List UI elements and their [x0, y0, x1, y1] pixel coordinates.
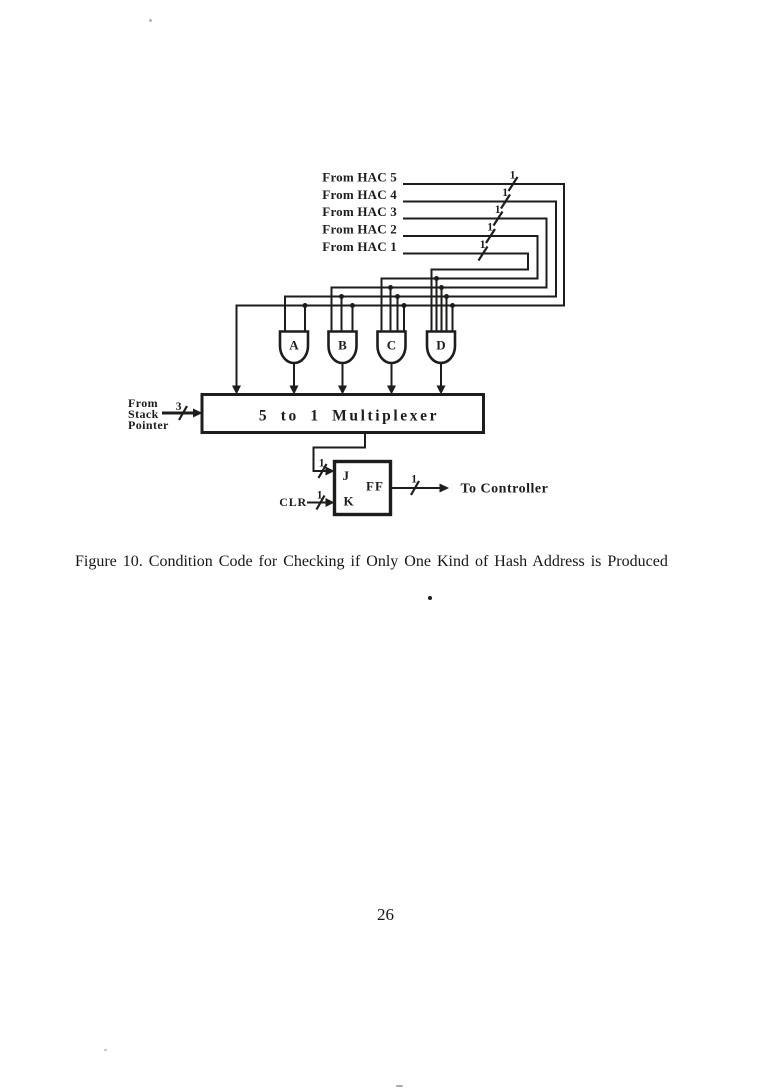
- junction-dot: [339, 294, 344, 299]
- stack-pointer-label-line1: From: [128, 396, 159, 410]
- and-gates: [280, 332, 455, 364]
- scan-speck: [149, 19, 152, 22]
- junction-dot: [395, 294, 400, 299]
- controller-output: [391, 474, 549, 497]
- flip-flop-k-label: K: [343, 493, 354, 509]
- to-controller-label: To Controller: [460, 481, 549, 497]
- junction-dot: [388, 285, 393, 290]
- junction-dot: [303, 303, 308, 308]
- stack-pointer-label-line2: Stack: [128, 407, 159, 421]
- figure-caption: Figure 10. Condition Code for Checking if Only One Kind of Hash Address is Produced: [75, 553, 668, 570]
- hac4-label: From HAC 4: [322, 187, 397, 202]
- hac4-bus-width: 1: [502, 187, 508, 199]
- jk-flip-flop: [335, 462, 391, 515]
- hac1-label: From HAC 1: [322, 239, 397, 254]
- flip-flop-name: FF: [366, 478, 384, 494]
- hac3-bus-width: 1: [494, 204, 501, 216]
- gate-output-wires: [294, 363, 441, 388]
- hac1-bus-width: 1: [479, 239, 486, 251]
- clr-input: [279, 490, 334, 510]
- gate-c-label: C: [386, 337, 397, 353]
- junction-dot: [450, 303, 455, 308]
- hac5-label: From HAC 5: [322, 169, 397, 185]
- multiplexer-label: 5 to 1 Multiplexer: [258, 407, 440, 425]
- stack-pointer-bus-width: 3: [175, 401, 182, 413]
- hac5-bus-width: 1: [509, 169, 516, 182]
- hac-input-labels: [322, 170, 397, 255]
- flip-flop-j-label: J: [342, 468, 349, 483]
- hac2-label: From HAC 2: [322, 221, 397, 237]
- j-input-bus-width: 1: [318, 457, 325, 470]
- page-number: 26: [377, 905, 394, 924]
- hac5-branch-drops: [305, 306, 453, 332]
- hac1-wire: [403, 254, 528, 332]
- junction-dot: [444, 294, 449, 299]
- arrowhead-right: [440, 484, 450, 493]
- scan-speck: [428, 596, 432, 600]
- stack-pointer-label-line3: Pointer: [128, 418, 169, 432]
- junction-dot: [350, 303, 355, 308]
- clr-bus-width: 1: [316, 489, 323, 502]
- output-bus-width: 1: [411, 473, 417, 486]
- gate-b-label: B: [338, 337, 347, 353]
- gate-d-label: D: [436, 337, 446, 353]
- junction-dot: [434, 276, 439, 281]
- clr-label: CLR: [279, 495, 307, 509]
- scan-speck: [396, 1085, 403, 1087]
- junction-dot: [402, 303, 407, 308]
- junction-dot: [439, 285, 444, 290]
- gate-a-label: A: [289, 337, 299, 353]
- hac3-label: From HAC 3: [322, 204, 397, 219]
- stack-pointer-input: [128, 396, 203, 432]
- scan-speck: [104, 1049, 107, 1051]
- hac2-bus-width: 1: [487, 221, 493, 234]
